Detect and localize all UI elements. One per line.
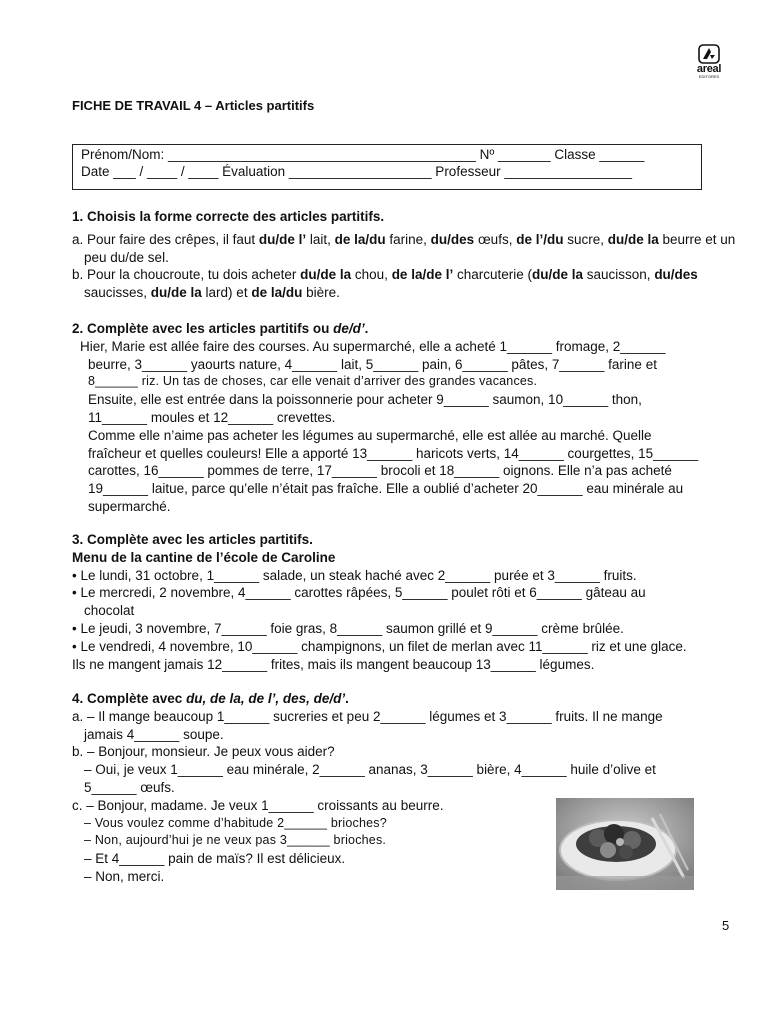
text-line: – Vous voulez comme d’habitude 2______ brioches?	[84, 815, 387, 830]
text-line: b. – Bonjour, monsieur. Je peux vous aider?	[72, 744, 335, 760]
exercise-1b[interactable]: b. Pour la choucroute, tu dois acheter du/de la chou, de la/de l’ charcuterie (du/de la saucisson, du/des saucisses, du/de la lard) et de la/du bière.	[72, 267, 698, 301]
page-title: FICHE DE TRAVAIL 4 – Articles partitifs	[72, 98, 315, 113]
exercise-1	[72, 208, 740, 302]
student-info-box[interactable]	[72, 144, 702, 190]
text-line: Comme elle n’aime pas acheter les légumes au supermarché, elle est allée au marché. Quelle	[88, 427, 652, 443]
exercise-3-menu[interactable]	[72, 567, 740, 674]
text-line: – Oui, je veux 1______ eau minérale, 2______ ananas, 3______ bière, 4______ huile d’olive et	[84, 762, 656, 778]
text-line: – Non, aujourd’hui je ne veux pas 3______ brioches.	[84, 833, 387, 848]
exercise-3-subheading: Menu de la cantine de l’école de Caroline	[72, 549, 336, 565]
publisher-logo	[686, 44, 732, 79]
exercise-2	[72, 320, 740, 516]
exercise-2-heading: 2. Complète avec les articles partitifs ou de/d’.	[72, 321, 369, 336]
food-photo	[556, 798, 694, 890]
menu-line: • Le mercredi, 2 novembre, 4______ carottes râpées, 5______ poulet rôti et 6______ gâteau au	[72, 585, 646, 601]
text-line: beurre, 3______ yaourts nature, 4______ lait, 5______ pain, 6______ pâtes, 7______ farine et	[88, 356, 657, 372]
logo-wordmark: areal	[696, 63, 722, 75]
exercise-3	[72, 531, 740, 673]
logo-subtext: EDITORES	[698, 74, 720, 79]
text-line: fraîcheur et quelles couleurs! Elle a apporté 13______ haricots verts, 14______ courgettes, 15______	[88, 445, 699, 461]
text-line: supermarché.	[88, 498, 171, 514]
text-line: Hier, Marie est allée faire des courses. Au supermarché, elle a acheté 1______ fromage, 2______	[80, 338, 666, 354]
menu-line: • Le lundi, 31 octobre, 1______ salade, un steak haché avec 2______ purée et 3______ fruits.	[72, 567, 637, 583]
text-line: 8______ riz. Un tas de choses, car elle venait d’arriver des grandes vacances.	[88, 374, 538, 389]
exercise-2-text[interactable]	[72, 338, 740, 516]
exercise-1a[interactable]: a. Pour faire des crêpes, il faut du/de l’ lait, de la/du farine, du/des œufs, de l’/du sucre, du/de la beurre et un peu du/de sel.	[72, 231, 736, 265]
exercise-3-heading: 3. Complète avec les articles partitifs.	[72, 532, 313, 547]
exercise-1-heading: 1. Choisis la forme correcte des articles partitifs.	[72, 209, 385, 224]
date-line[interactable]: Date ___ / ____ / ____ Évaluation ___________________ Professeur _________________	[81, 164, 632, 179]
text-line: – Non, merci.	[84, 868, 165, 884]
page-number: 5	[722, 918, 730, 933]
text-line: c. – Bonjour, madame. Je veux 1______ croissants au beurre.	[72, 797, 444, 813]
areal-logo-icon	[698, 44, 720, 64]
name-line[interactable]: Prénom/Nom: _________________________________________ Nº _______ Classe ______	[81, 147, 645, 162]
text-line: 5______ œufs.	[84, 779, 175, 795]
text-line: jamais 4______ soupe.	[84, 726, 224, 742]
menu-line: • Le vendredi, 4 novembre, 10______ champignons, un filet de merlan avec 11______ riz et une glace.	[72, 638, 687, 654]
text-line: Ensuite, elle est entrée dans la poissonnerie pour acheter 9______ saumon, 10______ thon,	[88, 392, 642, 408]
exercise-4-heading: 4. Complète avec du, de la, de l’, des, de/d’.	[72, 691, 349, 706]
menu-line: Ils ne mangent jamais 12______ frites, mais ils mangent beaucoup 13______ légumes.	[72, 656, 595, 672]
text-line: carottes, 16______ pommes de terre, 17______ brocoli et 18______ oignons. Elle n’a pas acheté	[88, 463, 672, 479]
text-line: a. – Il mange beaucoup 1______ sucreries et peu 2______ légumes et 3______ fruits. Il ne mange	[72, 708, 663, 724]
menu-line: • Le jeudi, 3 novembre, 7______ foie gras, 8______ saumon grillé et 9______ crème brûlée.	[72, 620, 624, 636]
text-line: 11______ moules et 12______ crevettes.	[88, 409, 336, 425]
text-line: – Et 4______ pain de maïs? Il est délicieux.	[84, 851, 346, 867]
menu-line: chocolat	[84, 603, 135, 619]
text-line: 19______ laitue, parce qu’elle n’était pas fraîche. Elle a oublié d’acheter 20______ eau minérale au	[88, 481, 684, 497]
